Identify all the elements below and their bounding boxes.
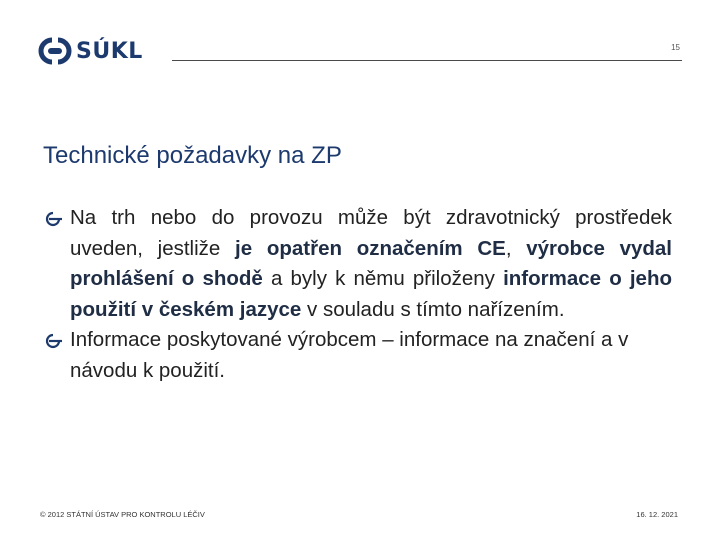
bold-segment: je opatřen označením CE	[235, 236, 506, 260]
bullet-item	[45, 203, 672, 325]
bold-segment: informace o jeho použití v českém jazyce	[70, 267, 672, 321]
text-segment: a byly k němu přiloženy	[262, 267, 504, 290]
header-divider	[172, 60, 682, 61]
sukl-logo-icon	[38, 36, 72, 66]
footer-date: 16. 12. 2021	[636, 510, 678, 519]
logo-text: SÚKL	[76, 38, 143, 64]
bullet-text-1	[70, 206, 672, 321]
bullet-text-2: Informace poskytované výrobcem – informace na značení a v návodu k použití.	[70, 328, 629, 382]
bullet-list	[45, 203, 672, 386]
text-segment: Na trh nebo do provozu může být zdravotnický prostředek uveden, jestliže	[70, 206, 672, 260]
curved-arrow-bullet-icon	[45, 333, 65, 349]
slide-title: Technické požadavky na ZP	[43, 142, 342, 169]
bullet-item	[45, 325, 672, 386]
sukl-logo[interactable]	[38, 35, 143, 67]
footer-copyright: © 2012 STÁTNÍ ÚSTAV PRO KONTROLU LÉČIV	[40, 510, 205, 519]
curved-arrow-bullet-icon	[45, 211, 65, 227]
text-segment: v souladu s tímto nařízením.	[301, 297, 565, 321]
bold-segment: výrobce vydal prohlášení o shodě	[70, 236, 673, 290]
text-segment: ,	[505, 236, 527, 260]
slide-number: 15	[671, 43, 680, 52]
